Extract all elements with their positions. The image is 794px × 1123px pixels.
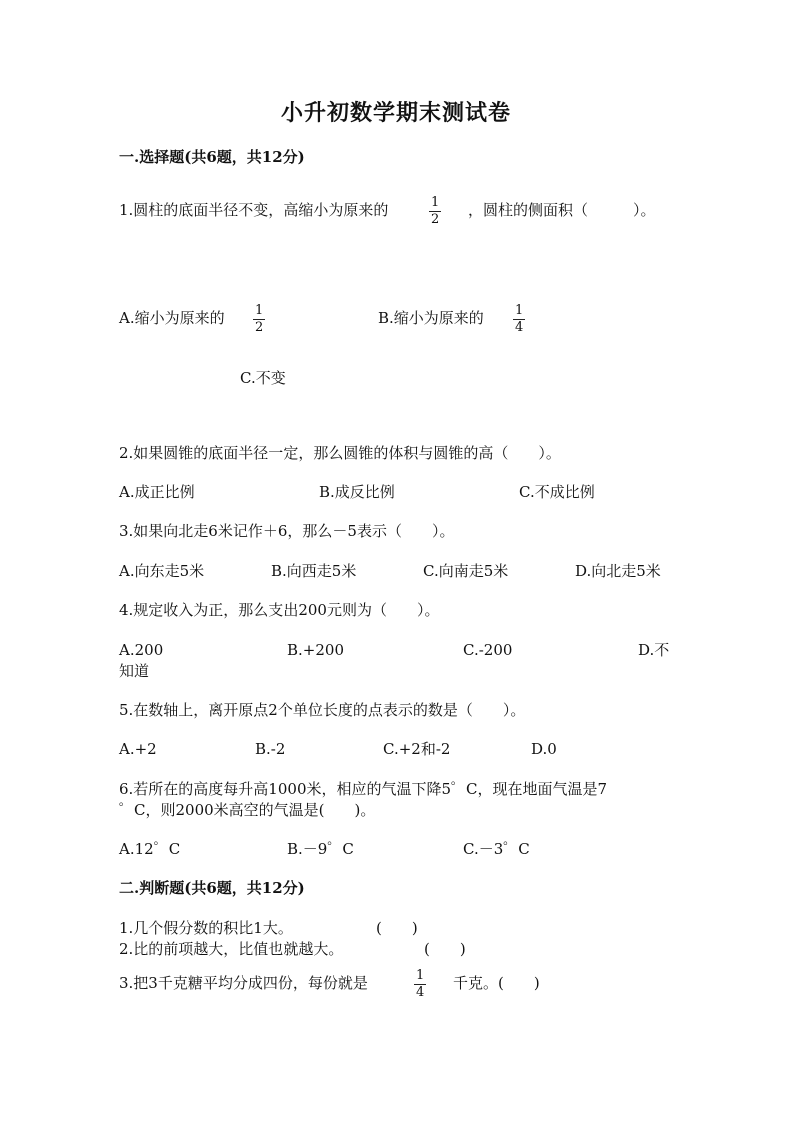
q2-option-c: C.不成比例 <box>519 483 595 501</box>
q1-option-b: B.缩小为原来的 <box>378 309 484 327</box>
q2-option-a: A.成正比例 <box>119 483 195 501</box>
q1-option-b-fraction: 1 4 <box>515 303 524 335</box>
judgement-2: 2.比的前项越大，比值也就越大。 <box>119 940 344 958</box>
q3-option-d: D.向北走5米 <box>575 562 661 580</box>
q6-option-b: B.－9゜C <box>287 840 354 858</box>
q1-option-c: C.不变 <box>240 369 286 387</box>
q1-text-before: 1.圆柱的底面半径不变，高缩小为原来的 <box>119 201 389 219</box>
judgement-2-answer-box[interactable]: ( ) <box>424 940 466 958</box>
q3-option-a: A.向东走5米 <box>119 562 205 580</box>
q6-option-c: C.－3゜C <box>463 840 530 858</box>
question-4: 4.规定收入为正，那么支出200元则为（ ）。 <box>119 601 440 619</box>
q2-option-b: B.成反比例 <box>319 483 395 501</box>
q1-option-a-fraction: 1 2 <box>255 303 264 335</box>
section-heading-choice: 一.选择题(共6题，共12分) <box>119 148 305 166</box>
q4-option-b: B.+200 <box>287 641 344 659</box>
q5-option-a: A.+2 <box>119 740 157 758</box>
judgement-3-text-before: 3.把3千克糖平均分成四份，每份就是 <box>119 974 368 992</box>
question-2: 2.如果圆锥的底面半径一定，那么圆锥的体积与圆锥的高（ ）。 <box>119 444 561 462</box>
q3-option-c: C.向南走5米 <box>423 562 509 580</box>
question-3: 3.如果向北走6米记作＋6，那么－5表示（ ）。 <box>119 522 455 540</box>
q1-fraction <box>429 196 441 227</box>
q5-option-d: D.0 <box>531 740 557 758</box>
question-5: 5.在数轴上，离开原点2个单位长度的点表示的数是（ ）。 <box>119 701 526 719</box>
question-6-line-1: 6.若所在的高度每升高1000米，相应的气温下降5゜C，现在地面气温是7 <box>119 780 608 798</box>
page-title: 小升初数学期末测试卷 <box>281 100 512 126</box>
q6-option-a: A.12゜C <box>119 840 181 858</box>
q5-option-b: B.-2 <box>255 740 286 758</box>
judgement-1-answer-box[interactable]: ( ) <box>376 919 418 937</box>
q4-option-c: C.-200 <box>463 641 513 659</box>
q1-option-a: A.缩小为原来的 <box>119 309 225 327</box>
q5-option-c: C.+2和-2 <box>383 740 451 758</box>
q3-option-b: B.向西走5米 <box>271 562 357 580</box>
q1-frac-den: 2 <box>431 212 440 227</box>
judgement-1: 1.几个假分数的积比1大。 <box>119 919 293 937</box>
section-heading-judgement: 二.判断题(共6题，共12分) <box>119 879 305 897</box>
question-6-line-2: ゜C，则2000米高空的气温是( )。 <box>119 801 376 819</box>
q4-option-d-wrap: 知道 <box>119 662 150 680</box>
q1-frac-num: 1 <box>431 195 440 210</box>
judgement-3-fraction: 1 4 <box>416 968 425 1000</box>
q4-option-d: D.不 <box>638 641 670 659</box>
q4-option-a: A.200 <box>119 641 164 659</box>
q1-text-after: ，圆柱的侧面积（ ）。 <box>468 201 656 219</box>
judgement-3-text-after: 千克。( ) <box>453 974 540 992</box>
